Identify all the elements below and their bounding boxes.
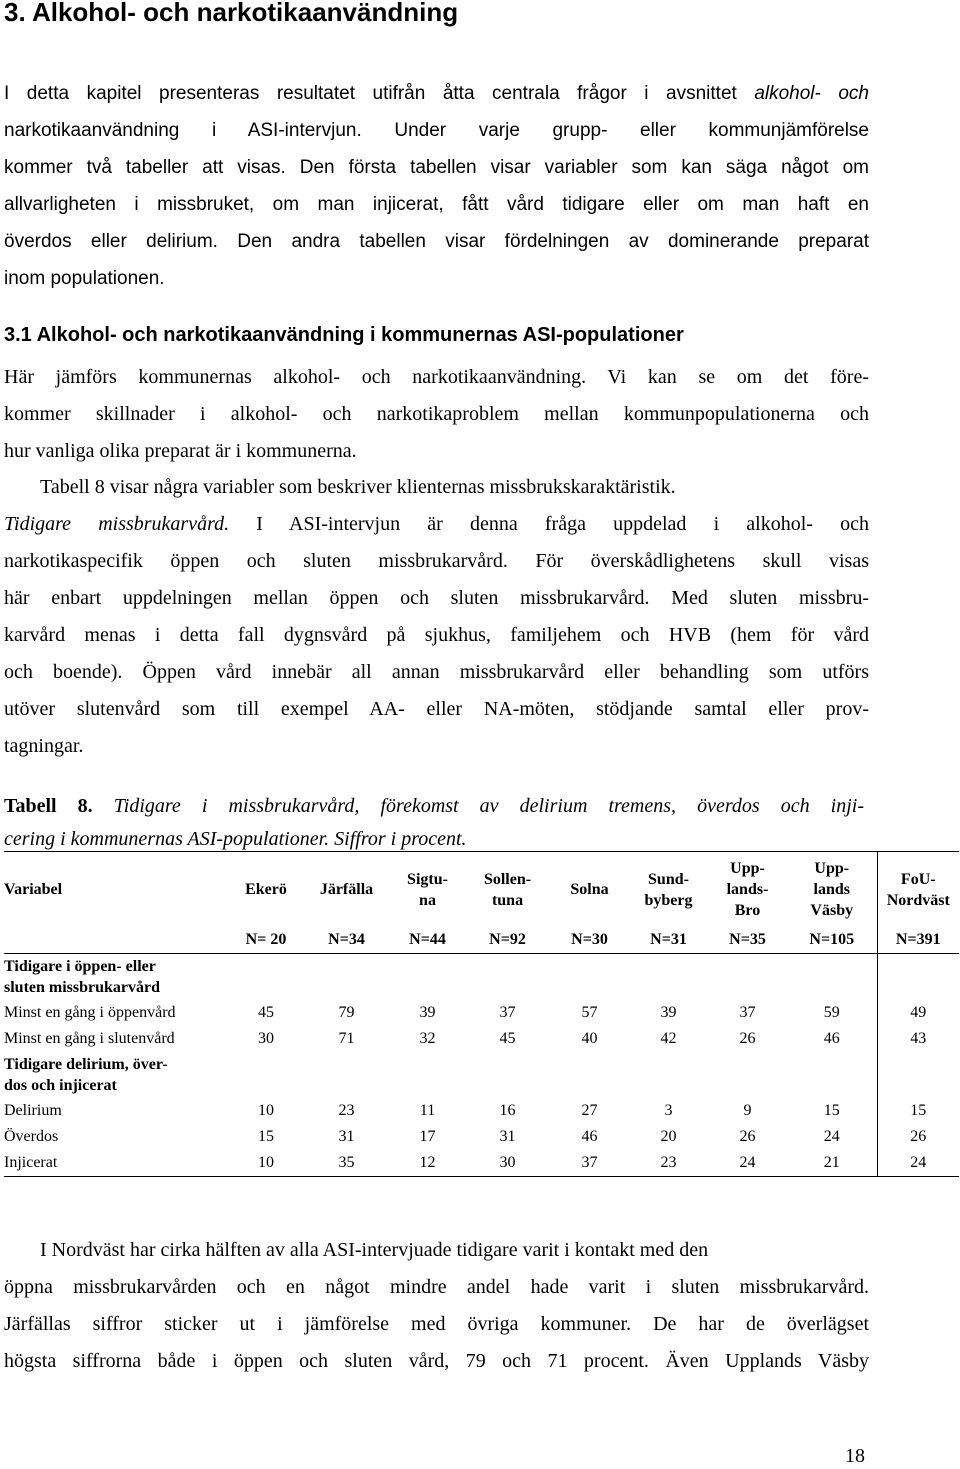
table-cell: 59 [823,1004,840,1021]
intro-line: inom populationen. [4,268,165,289]
header-cell: Upp- lands- Bro [708,852,787,928]
table-cell: 37 [739,1004,756,1021]
intro-paragraph [4,75,869,297]
n-cell: N=44 [390,927,465,954]
summary-paragraph [4,1232,869,1380]
table-cell: 79 [338,1004,355,1021]
table-cell: 15 [877,1098,959,1124]
table-cell: 12 [390,1150,465,1177]
paragraph-line: Tabell 8 visar några variabler som beskriver klienternas missbrukskaraktäristik. [40,476,676,498]
header-cell: FoU- Nordväst [877,852,959,928]
header-cell: Variabel [4,852,229,928]
row-label: Minst en gång i öppenvård [4,1004,176,1021]
row-label: Minst en gång i slutenvård [4,1030,175,1047]
table-header-row [4,852,959,928]
table-cell: 21 [787,1150,877,1177]
paragraph-line: tagningar. [4,735,84,757]
row-label: Överdos [4,1128,59,1145]
table-cell: 31 [499,1128,516,1145]
intro-line: narkotikaanvändning i ASI-intervjun. Under varje grupp- eller kommunjämförelse [4,120,869,141]
table-cell: 37 [499,1004,516,1021]
table-cell: 49 [877,1000,959,1026]
table-cell: 45 [499,1030,516,1047]
table-cell: 23 [338,1102,355,1119]
paragraph-line: karvård menas i detta fall dygnsvård på sjukhus, familjehem och HVB (hem för vård [4,624,869,646]
table-cell: 10 [229,1150,303,1177]
table-cell: 3 [664,1102,673,1119]
table-cell: 32 [419,1030,436,1047]
header-cell: Järfälla [303,852,390,928]
comparison-paragraph [4,359,869,470]
table-cell: 9 [743,1102,752,1119]
header-cell: Upp- lands Väsby [787,852,877,928]
table-cell: 26 [739,1128,756,1145]
table-intro-paragraph [4,469,869,506]
table-cell: 71 [338,1030,355,1047]
table-cell: 57 [581,1004,598,1021]
header-cell: Sigtu- na [390,852,465,928]
section-heading: 3.1 Alkohol- och narkotikaanvändning i kommunernas ASI-populationer [4,324,684,346]
n-cell: N= 20 [229,927,303,954]
table-row [4,1000,959,1026]
paragraph-line: här enbart uppdelningen mellan öppen och sluten missbrukarvård. Med sluten missbru- [4,587,869,609]
table-cell: 37 [550,1150,629,1177]
intro-line: I detta kapitel presenteras resultatet utifrån åtta centrala frågor i avsnittet alkohol- och [4,83,869,104]
chapter-heading: 3. Alkohol- och narkotikaanvändning [4,0,459,27]
header-cell: Sund- byberg [629,852,708,928]
table-cell: 31 [338,1128,355,1145]
table-cell: 30 [465,1150,550,1177]
paragraph-line: högsta siffrorna både i öppen och sluten vård, 79 och 71 procent. Även Upplands Väsby [4,1350,869,1372]
n-cell: N=30 [550,927,629,954]
table-cell: 42 [660,1030,677,1047]
n-cell: N=105 [787,927,877,954]
data-table [4,851,959,1177]
table-row [4,1098,959,1124]
n-cell: N=391 [877,927,959,954]
table-cell: 46 [581,1128,598,1145]
intro-line: överdos eller delirium. Den andra tabellen visar fördelningen av dominerande preparat [4,231,869,252]
section-header-row [4,954,959,1001]
table-cell: 26 [739,1030,756,1047]
table-cell: 16 [499,1102,516,1119]
header-cell: Solna [550,852,629,928]
n-cell: N=34 [303,927,390,954]
table-cell: 43 [877,1026,959,1052]
table-caption: Tabell 8. Tidigare i missbrukarvård, förekomst av delirium tremens, överdos och inji- cering i kommunernas ASI-populationer. Siffror i procent. [4,795,864,850]
sample-size-row [4,927,959,954]
paragraph-line: öppna missbrukarvården och en något mindre andel hade varit i sluten missbrukarvård. [4,1276,869,1298]
table-cell: 15 [258,1128,274,1145]
paragraph-line: och boende). Öppen vård innebär all annan missbrukarvård eller behandling som utförs [4,661,869,683]
table-cell: 20 [660,1128,677,1145]
paragraph-line: Tidigare missbrukarvård. I ASI-intervjun är denna fråga uppdelad i alkohol- och [4,513,869,535]
section-header-row [4,1052,959,1098]
intro-line: kommer två tabeller att visas. Den första tabellen visar variabler som kan säga något om [4,157,869,178]
header-cell: Sollen- tuna [465,852,550,928]
paragraph-line: utöver slutenvård som till exempel AA- eller NA-möten, stödjande samtal eller prov- [4,698,869,720]
table-cell: 27 [581,1102,598,1119]
table-row [4,1150,959,1177]
table-cell: 15 [823,1102,840,1119]
care-history-paragraph [4,506,869,765]
table-cell: 24 [823,1128,840,1145]
table-cell: 46 [823,1030,840,1047]
table-cell: 45 [258,1004,274,1021]
n-cell: N=35 [708,927,787,954]
table-cell [4,927,229,954]
table-cell: 35 [303,1150,390,1177]
table-cell: 23 [629,1150,708,1177]
table-cell: 39 [419,1004,436,1021]
table-cell: 17 [419,1128,436,1145]
table-caption-label: Tabell 8. [4,795,93,817]
page-number: 18 [845,1445,865,1467]
table-cell: 24 [708,1150,787,1177]
header-cell: Ekerö [229,852,303,928]
table-cell: 39 [660,1004,677,1021]
table-cell: 40 [581,1030,598,1047]
paragraph-line: narkotikaspecifik öppen och sluten missbrukarvård. För överskådlighetens skull visas [4,550,869,572]
table-cell: 24 [877,1150,959,1177]
paragraph-line: I Nordväst har cirka hälften av alla ASI-intervjuade tidigare varit i kontakt med den [40,1239,709,1261]
paragraph-line: Här jämförs kommunernas alkohol- och narkotikaanvändning. Vi kan se om det före- [4,366,869,388]
paragraph-line: Järfällas siffror sticker ut i jämförelse med övriga kommuner. De har de överlägset [4,1313,869,1335]
table-cell: 10 [258,1102,274,1119]
section-title: Tidigare delirium, över- dos och injicerat [4,1056,168,1094]
table-cell: 26 [877,1124,959,1150]
table-cell: 30 [258,1030,274,1047]
paragraph-line: kommer skillnader i alkohol- och narkotikaproblem mellan kommunpopulationerna och [4,403,869,425]
table-row [4,1124,959,1150]
n-cell: N=31 [629,927,708,954]
row-label: Injicerat [4,1150,229,1177]
n-cell: N=92 [465,927,550,954]
table-row [4,1026,959,1052]
section-title: Tidigare i öppen- eller sluten missbrukarvård [4,958,161,996]
intro-line: allvarligheten i missbruket, om man injicerat, fått vård tidigare eller om man haft en [4,194,869,215]
table-cell: 11 [419,1102,436,1119]
row-label: Delirium [4,1102,62,1119]
paragraph-line: hur vanliga olika preparat är i kommunerna. [4,440,357,462]
